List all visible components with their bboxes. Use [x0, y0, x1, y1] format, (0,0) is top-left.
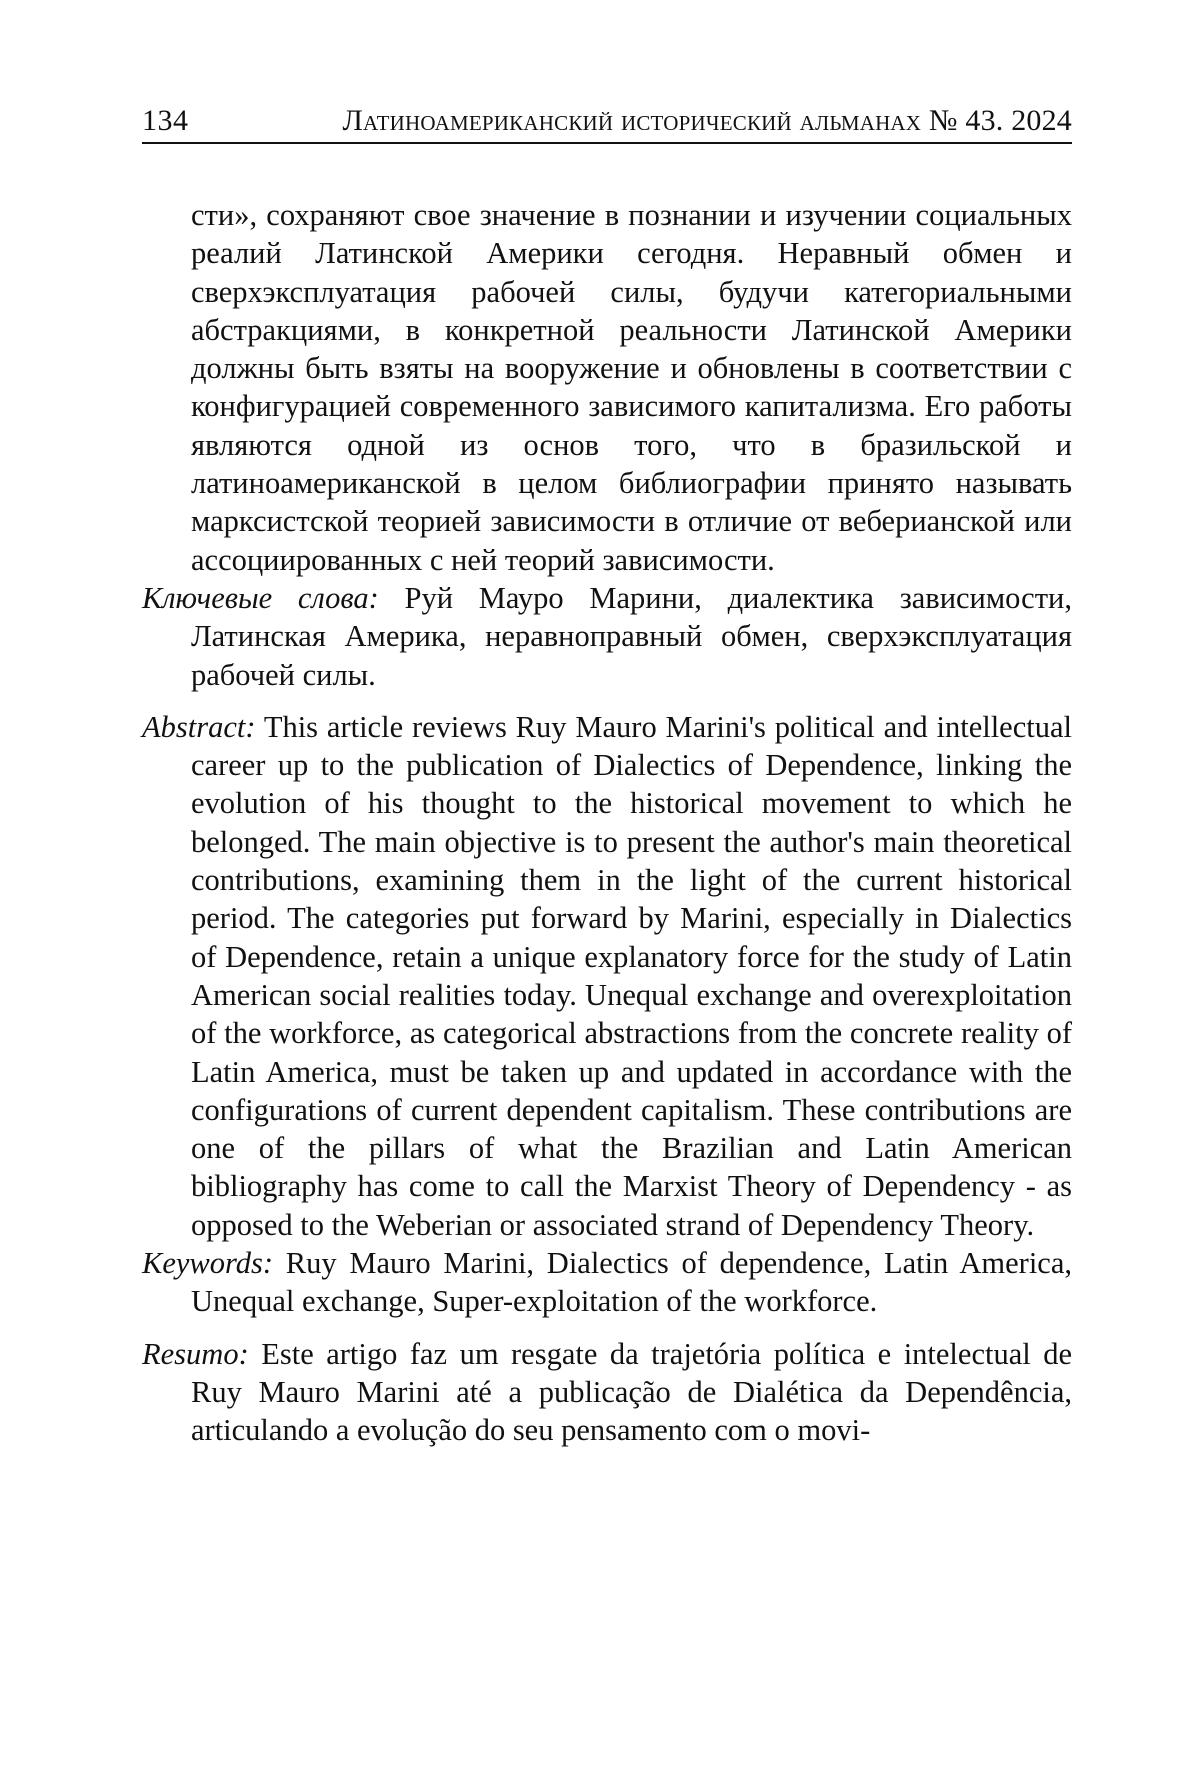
portuguese-abstract-label: Resumo: — [142, 1336, 249, 1371]
russian-keywords-text: Руй Мауро Марини, диалектика зависимости, Латинская Америка, неравноправный обмен, сверхэксплуатация рабочей силы. — [191, 580, 1072, 692]
russian-abstract-continuation: сти», сохраняют свое значение в познании и изучении социальных реалий Латинской Америки сегодня. Неравный обмен и сверхэксплуатация рабочей силы, будучи категориальными абстракциями, в конкретной реальности Латинской Америки должны быть взяты на вооружение и обновлены в соответствии с конфигурацией современного зависимого капитализма. Его работы являются одной из основ того, что в бразильской и латиноамериканской в целом библиографии принято называть марксистской теорией зависимости в отличие от веберианской или ассоциированных с ней теорий зависимости. — [191, 198, 1072, 577]
article-body — [142, 196, 1072, 1450]
page-number: 134 — [142, 104, 189, 137]
english-keywords-text: Ruy Mauro Marini, Dialectics of dependence, Latin America, Unequal exchange, Super-exploitation of the workforce. — [191, 1246, 1072, 1319]
journal-title: Латиноамериканский исторический альманах № 43. 2024 — [342, 104, 1072, 137]
section-gap — [142, 694, 1072, 708]
portuguese-abstract — [142, 1335, 1072, 1450]
section-gap — [142, 1321, 1072, 1335]
english-abstract-text: This article reviews Ruy Mauro Marini's political and intellectual career up to the publication of Dialectics of Dependence, linking the evolution of his thought to the historical movement to which he belonged. The main objective is to present the author's main theoretical contributions, examining them in the light of the current historical period. The categories put forward by Marini, especially in Dialectics of Dependence, retain a unique explanatory force for the study of Latin American social realities today. Unequal exchange and overexploitation of the workforce, as categorical abstractions from the concrete reality of Latin America, must be taken up and updated in accordance with the configurations of current dependent capitalism. These contributions are one of the pillars of what the Brazilian and Latin American bibliography has come to call the Marxist Theory of Dependency - as opposed to the Weberian or associated strand of Dependency Theory. — [191, 709, 1072, 1242]
russian-keywords — [142, 579, 1072, 694]
english-abstract — [142, 708, 1072, 1244]
russian-keywords-label: Ключевые слова: — [142, 580, 379, 615]
english-abstract-label: Abstract: — [142, 709, 256, 744]
running-head — [142, 100, 1072, 144]
english-keywords — [142, 1244, 1072, 1321]
english-keywords-label: Keywords: — [142, 1246, 274, 1281]
portuguese-abstract-text: Este artigo faz um resgate da trajetória política e intelectual de Ruy Mauro Marini até a publicação de Dialética da Dependência, articulando a evolução do seu pensamento com o movi- — [191, 1336, 1072, 1448]
